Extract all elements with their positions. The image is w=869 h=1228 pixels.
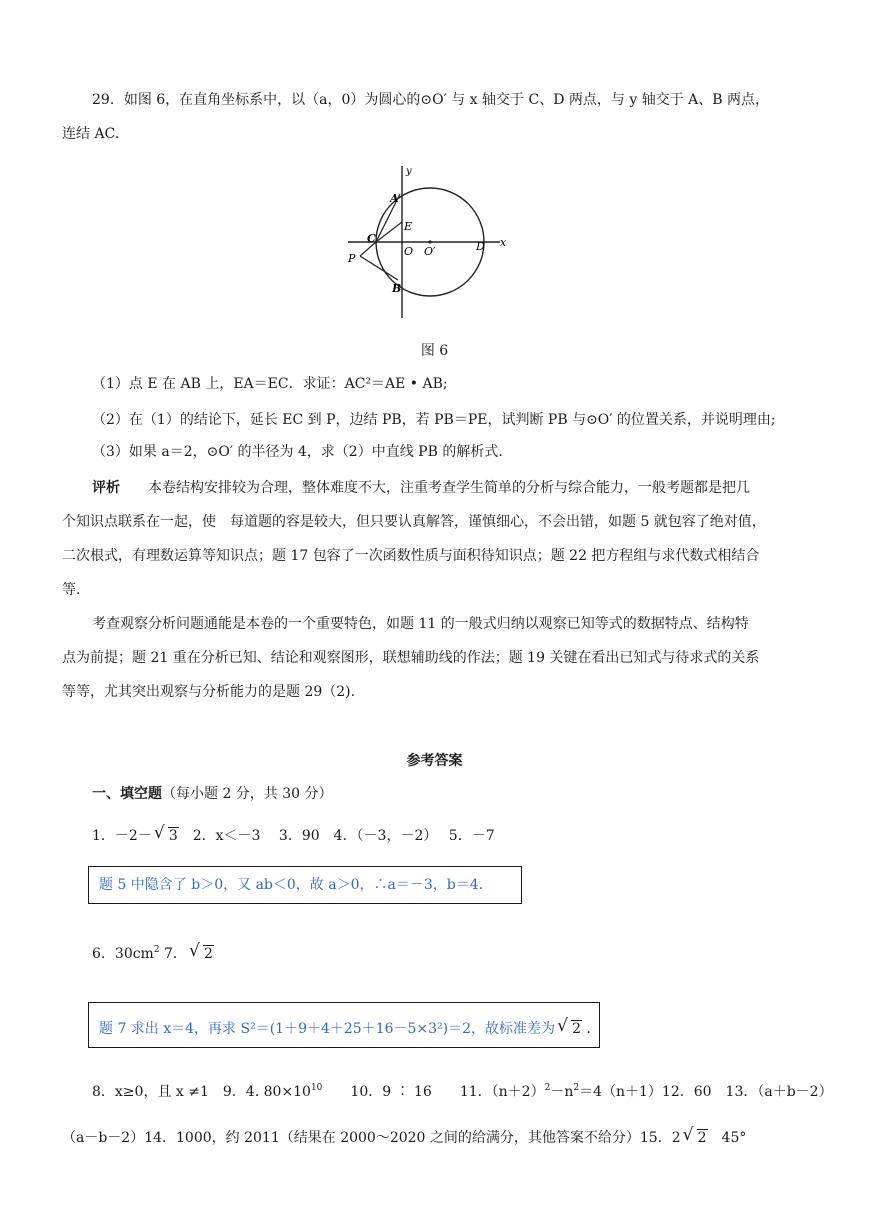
analysis-text: 本卷结构安排较为合理，整体难度不大，注重考查学生简单的分析与综合能力，一般考题都是把几 xyxy=(148,480,750,496)
section-1-heading xyxy=(92,784,333,804)
label-a: A xyxy=(390,192,399,205)
analysis-line-4: 等. xyxy=(62,582,81,598)
analysis-p2-line-2: 点为前提；题 21 重在分析已知、结论和观察图形，联想辅助线的作法；题 19 关键在看出已知式与待求式的关系 xyxy=(62,650,760,666)
label-b: B xyxy=(392,282,402,295)
sqrt-3: √ 3 xyxy=(153,823,178,844)
label-p: P xyxy=(348,252,356,265)
q29-line-2: 连结 AC. xyxy=(62,126,120,142)
analysis-line-3: 二次根式，有理数运算等知识点；题 17 包容了一次函数性质与面积待知识点；题 22 把方程组与求代数式相结合 xyxy=(62,548,760,564)
center-dot xyxy=(428,240,431,243)
sqrt-2-answer-15: √ 2 xyxy=(682,1125,707,1146)
q29-part-1: （1）点 E 在 AB 上，EA＝EC．求证：AC²＝AE • AB; xyxy=(92,376,448,392)
note-box-q5: 题 5 中隐含了 b＞0，又 ab＜0，故 a＞0，∴a＝－3，b＝4. xyxy=(88,866,522,904)
figure-6 xyxy=(340,160,525,320)
label-c: C xyxy=(367,232,376,245)
label-x: x xyxy=(500,236,507,249)
section-1-label: 一、填空题 xyxy=(92,786,162,802)
analysis-label: 评析 xyxy=(92,480,120,496)
label-e: E xyxy=(404,220,413,233)
answer-row-3: 8．x≥0，且 x ≠1 9．4. $80\times 10^{10}$ 10．9 ∶ 16 11．$(n+2)^2-n^2=4(n+1)12$．60 13．（a＋b－2） xyxy=(92,1083,833,1100)
analysis-p2-line-1: 考查观察分析问题通能是本卷的一个重要特色，如题 11 的一般式归纳以观察已知等式的数据特点、结构特 xyxy=(92,616,749,632)
sqrt-2: √ 2 xyxy=(188,941,213,962)
answer-6-text: 6．30cm xyxy=(92,946,154,962)
answers-title: 参考答案 xyxy=(406,753,463,769)
note-box-q7: 题 7 求出 x＝4，再求 S²＝(1＋9＋4＋25＋16－5×3²)＝2，故标准差为 √ 2 . xyxy=(88,1002,600,1048)
figure-caption: 图 6 xyxy=(420,343,449,359)
q29-part-3: （3）如果 a＝2，⊙O′ 的半径为 4，求（2）中直线 PB 的解析式. xyxy=(92,444,503,460)
analysis-p2-line-3: 等等，尤其突出观察与分析能力的是题 29（2). xyxy=(62,684,356,700)
analysis-line-2: 个知识点联系在一起，使 每道题的容是较大，但只要认真解答，谨慎细心，不会出错，如题 5 就包容了绝对值， xyxy=(62,514,766,530)
label-o: O xyxy=(404,245,414,258)
answer-1-text: 1．－2－ xyxy=(92,828,152,844)
label-y: y xyxy=(406,166,412,177)
q29-part-2: （2）在（1）的结论下，延长 EC 到 P，边结 PB，若 PB＝PE，试判断 PB 与⊙O′ 的位置关系，并说明理由; xyxy=(92,412,776,428)
answer-row-1 xyxy=(92,823,495,846)
answer-row-2: 6．$30cm^2$ 7． √ 2 xyxy=(92,941,213,962)
section-1-note: （每小题 2 分，共 30 分） xyxy=(162,786,333,802)
sqrt-2-box: √ 2 xyxy=(557,1016,581,1037)
analysis-line-1 xyxy=(92,478,750,498)
answers-2-5: 2．x＜－3 3．90 4．（－3，－2） 5．－7 xyxy=(178,828,495,844)
q29-line-1: 29．如图 6，在直角坐标系中，以（a，0）为圆心的⊙O′ 与 x 轴交于 C、D 两点，与 y 轴交于 A、B 两点， xyxy=(92,92,770,108)
label-d: D xyxy=(476,240,485,253)
answer-row-4: （a－b－2）14．1000，约 2011（结果在 2000～2020 之间的给满分，其他答案不给分）15．2 √ 2 45° xyxy=(62,1125,747,1146)
label-o-prime: O′ xyxy=(424,245,436,258)
